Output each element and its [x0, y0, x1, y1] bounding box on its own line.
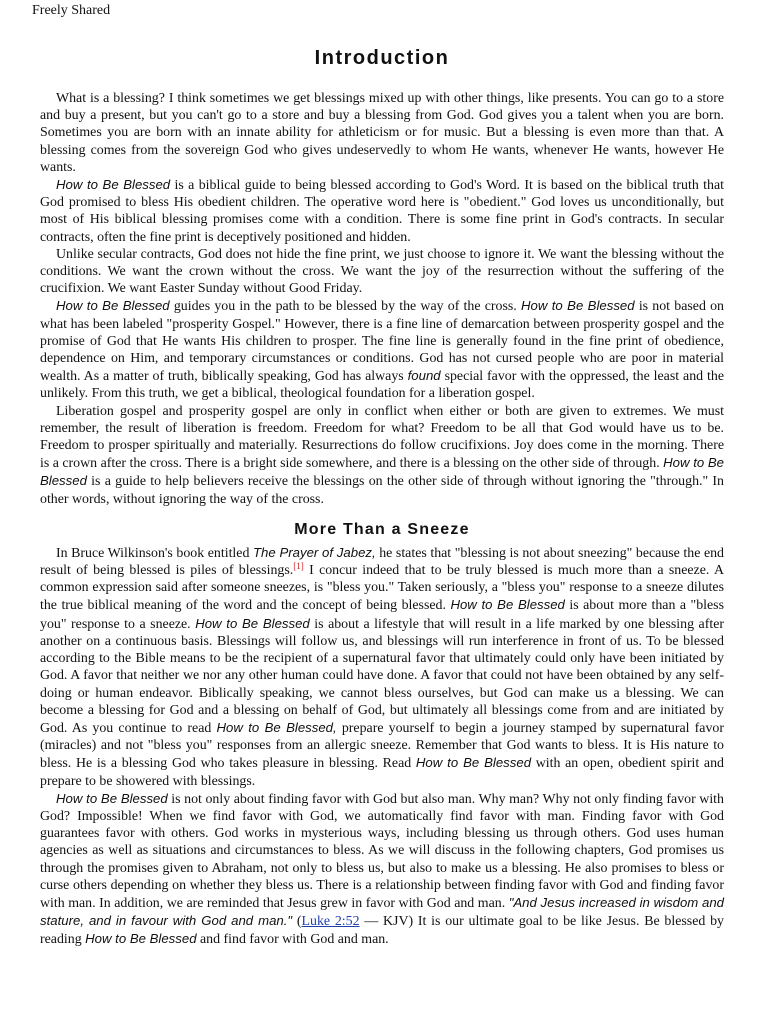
- book-title: How to Be Blessed: [56, 298, 170, 314]
- scripture-reference-link[interactable]: Luke 2:52: [301, 914, 360, 930]
- intro-paragraph-5-text: Liberation gospel and prosperity gospel are only in conflict when either or both are given to extremes. We must remember, the result of liberation is freedom. Freedom for what? Freedom to be all that God would have us to be. Freedom to prosper spiritually and materially. Resurrections do follow crucifixions. Joy does come in the morning. There is a crown after the cross. There is a bright side somewhere, and there is a blessing on the other side of through.: [40, 403, 724, 472]
- book-title: How to Be Blessed: [85, 931, 197, 947]
- jabez-book-title: The Prayer of Jabez,: [252, 544, 376, 560]
- sneeze-paragraph-1-text: he states that "blessing is not about sneezing" because the end result of being blessed is piles of blessings.: [40, 545, 724, 579]
- book-title: How to Be Blessed,: [216, 719, 337, 735]
- book-title: How to Be Blessed: [40, 455, 724, 489]
- sneeze-paragraph-1-text: with an open, obedient spirit and prepare to be showered with blessings.: [40, 756, 724, 789]
- more-than-a-sneeze-heading: More Than a Sneeze: [294, 520, 470, 538]
- sneeze-paragraph-1-text: prepare yourself to begin a journey stamped by supernatural favor (miracles) and not "bless you" responses from an allergic sneeze. Remember that God wants to bless. It is His nature to bless. He is a blessing God who takes pleasure in blessing. Read: [40, 720, 724, 772]
- introduction-heading: Introduction: [314, 47, 450, 69]
- footnote-link[interactable]: [1]: [293, 561, 304, 572]
- book-title: How to Be Blessed: [56, 790, 168, 806]
- sneeze-paragraph-1-text: I concur indeed that to be truly blessed is much more than a sneeze. A common expression said after someone sneezes, is "bless you." Taken seriously, a "bless you" response to a sneeze dilutes the true biblical meaning of the word and the concept of being blessed.: [40, 563, 724, 614]
- intro-paragraph-3: [40, 246, 724, 298]
- running-head: Freely Shared: [32, 3, 111, 18]
- intro-paragraph-3-text: Unlike secular contracts, God does not hide the fine print, we just choose to ignore it. We want the blessing without the conditions. We want the crown without the cross. We want the joy of the resurrection without the suffering of the crucifixion. We want Easter Sunday without Good Friday.: [40, 246, 724, 297]
- intro-paragraph-1-text: What is a blessing? I think sometimes we get blessings mixed up with other things, like presents. You can go to a store and buy a present, but you can't go to a store and buy a blessing from God. God gives you a talent when you are born. Sometimes you are born with an innate ability for athleticism or for music. But a blessing is even more than that. A blessing comes from the sovereign God who gives undeservedly to whom He wants, whenever He wants, however He wants.: [40, 91, 724, 175]
- sneeze-paragraph-1-text: In Bruce Wilkinson's book entitled: [56, 545, 253, 561]
- book-title: How to Be Blessed: [450, 597, 565, 613]
- sneeze-paragraph-1-text: is about more than a "bless you" response to a sneeze.: [40, 598, 724, 632]
- book-title: How to Be Blessed: [56, 177, 171, 193]
- sneeze-paragraph-1-text: is about a lifestyle that will result in a life marked by one blessing after another on a continuous basis. Blessings will follow us, and blessings will run interference in front of us. To be blessed according to the Bible means to be the recipient of a supernatural favor that ultimately could only have been initiated by God. A favor that neither we nor any other human could have done. A favor that could not have been obtained by any self-doing or human endeavor. Biblically speaking, we cannot bless ourselves, but God can make us a blessing. We can become a blessing for God and a blessing on behalf of God, but ultimately all blessings come from and are initiated by God. As you continue to read: [40, 616, 724, 736]
- intro-paragraph-5-text: is a guide to help believers receive the blessings on the other side of through without ignoring the "through." In other words, without ignoring the way of the cross.: [40, 474, 724, 507]
- intro-paragraph-2-text: is a biblical guide to being blessed according to God's Word. It is based on the biblical truth that God promised to bless His obedient children. The operative word here is "obedient." God loves us unconditionally, but most of His biblical blessing promises come with a condition. There is some fine print in God's contracts. In secular contracts, often the fine print is deceptively positioned and hidden.: [40, 178, 724, 245]
- sneeze-paragraph-1: [40, 544, 724, 790]
- sneeze-paragraph-2-text: is not only about finding favor with God but also man. Why man? Why not only finding favor with God? Impossible! When we find favor with God, we automatically find favor with man. Finding favor with God guarantees favor with others. God works in mysterious ways, including blessing us through others. God uses human agencies as well as situations and circumstances to bless. As we will discuss in the following chapters, God promises us through the promises given to Abraham, not only to bless us, but also to make us a blessing. He also promises to bless or curse others depending on whether they bless us. There is a relationship between finding favor with God and finding favor with man. In addition, we are reminded that Jesus grew in favor with God and man.: [40, 791, 724, 911]
- intro-paragraph-4: [40, 297, 724, 402]
- book-title: How to Be Blessed: [520, 298, 635, 314]
- book-title: How to Be Blessed: [415, 755, 532, 771]
- sneeze-paragraph-2-text: (: [292, 914, 302, 930]
- book-title: How to Be Blessed: [195, 615, 310, 631]
- page-content: [40, 46, 724, 949]
- scripture-quote: "And Jesus increased in wisdom and stature, and in favour with God and man.": [40, 894, 724, 929]
- intro-paragraph-5: [40, 403, 724, 508]
- emphasis-found: found: [407, 368, 441, 384]
- sneeze-paragraph-2-text: — KJV) It is our ultimate goal to be like Jesus. Be blessed by reading: [40, 914, 724, 948]
- intro-paragraph-2: [40, 176, 724, 246]
- intro-paragraph-4-text: is not based on what has been labeled "prosperity Gospel." However, there is a fine line of demarcation between prosperity gospel and the promise of God that He wants His children to prosper. The fine line is generally found in the fine print of obedience, dependence on Him, and temporary circumstances or conditions. God has not cursed people who are poor in material wealth. As a matter of truth, biblically speaking, God has always: [40, 299, 724, 385]
- sneeze-paragraph-2: [40, 790, 724, 949]
- intro-paragraph-4-text: guides you in the path to be blessed by the way of the cross.: [169, 299, 521, 315]
- sneeze-paragraph-2-text: and find favor with God and man.: [196, 932, 389, 948]
- intro-paragraph-1: [40, 90, 724, 176]
- intro-paragraph-4-text: special favor with the oppressed, the least and the unlikely. From this truth, we get a biblical, theological foundation for a liberation gospel.: [40, 369, 724, 402]
